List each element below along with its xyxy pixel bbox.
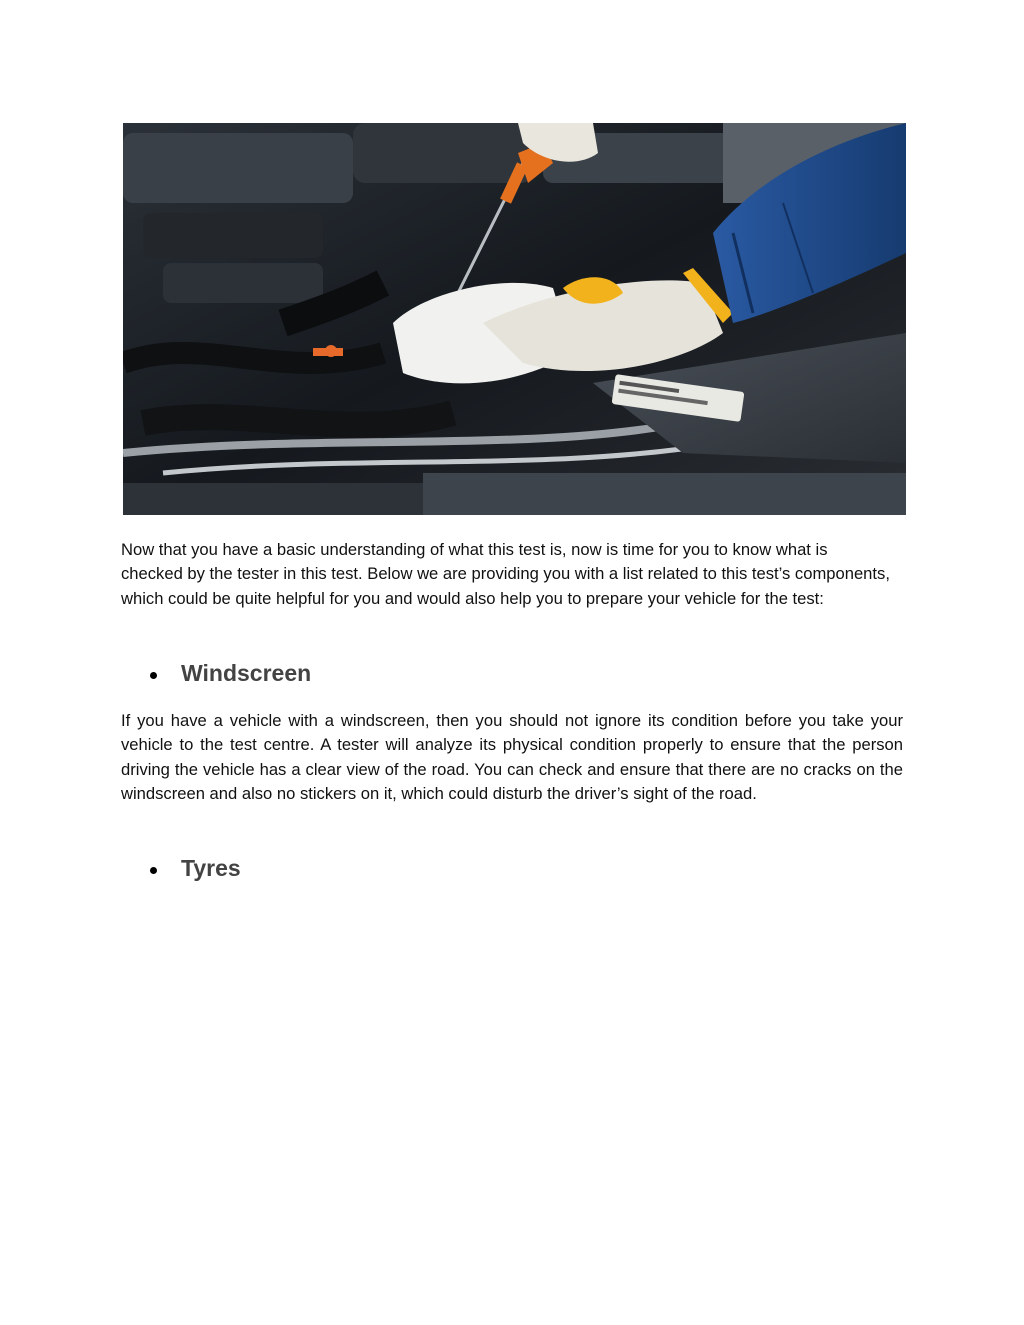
bullet-icon bbox=[150, 672, 157, 679]
windscreen-paragraph: If you have a vehicle with a windscreen, then you should not ignore its condition before you take your vehicle to the test centre. A tester will analyze its physical condition properly to ensure that the person driving the vehicle has a clear view of the road. You can check and ensure that there are no cracks on the windscreen and also no stickers on it, which could disturb the driver’s sight of the road. bbox=[121, 711, 903, 803]
intro-paragraph: Now that you have a basic understanding of what this test is, now is time for you to know what is checked by the tester in this test. Below we are providing you with a list related to this test’s components, which could be quite helpful for you and would also help you to prepare your vehicle for the test: bbox=[121, 540, 890, 608]
section-heading-label: Windscreen bbox=[181, 660, 312, 686]
car-engine-oil-dipstick-photo-icon bbox=[123, 123, 906, 515]
section-heading-tyres bbox=[150, 855, 241, 882]
bullet-icon bbox=[150, 867, 157, 874]
engine-photo bbox=[123, 123, 906, 515]
section-heading-label: Tyres bbox=[181, 855, 241, 881]
section-heading-windscreen bbox=[150, 660, 311, 687]
